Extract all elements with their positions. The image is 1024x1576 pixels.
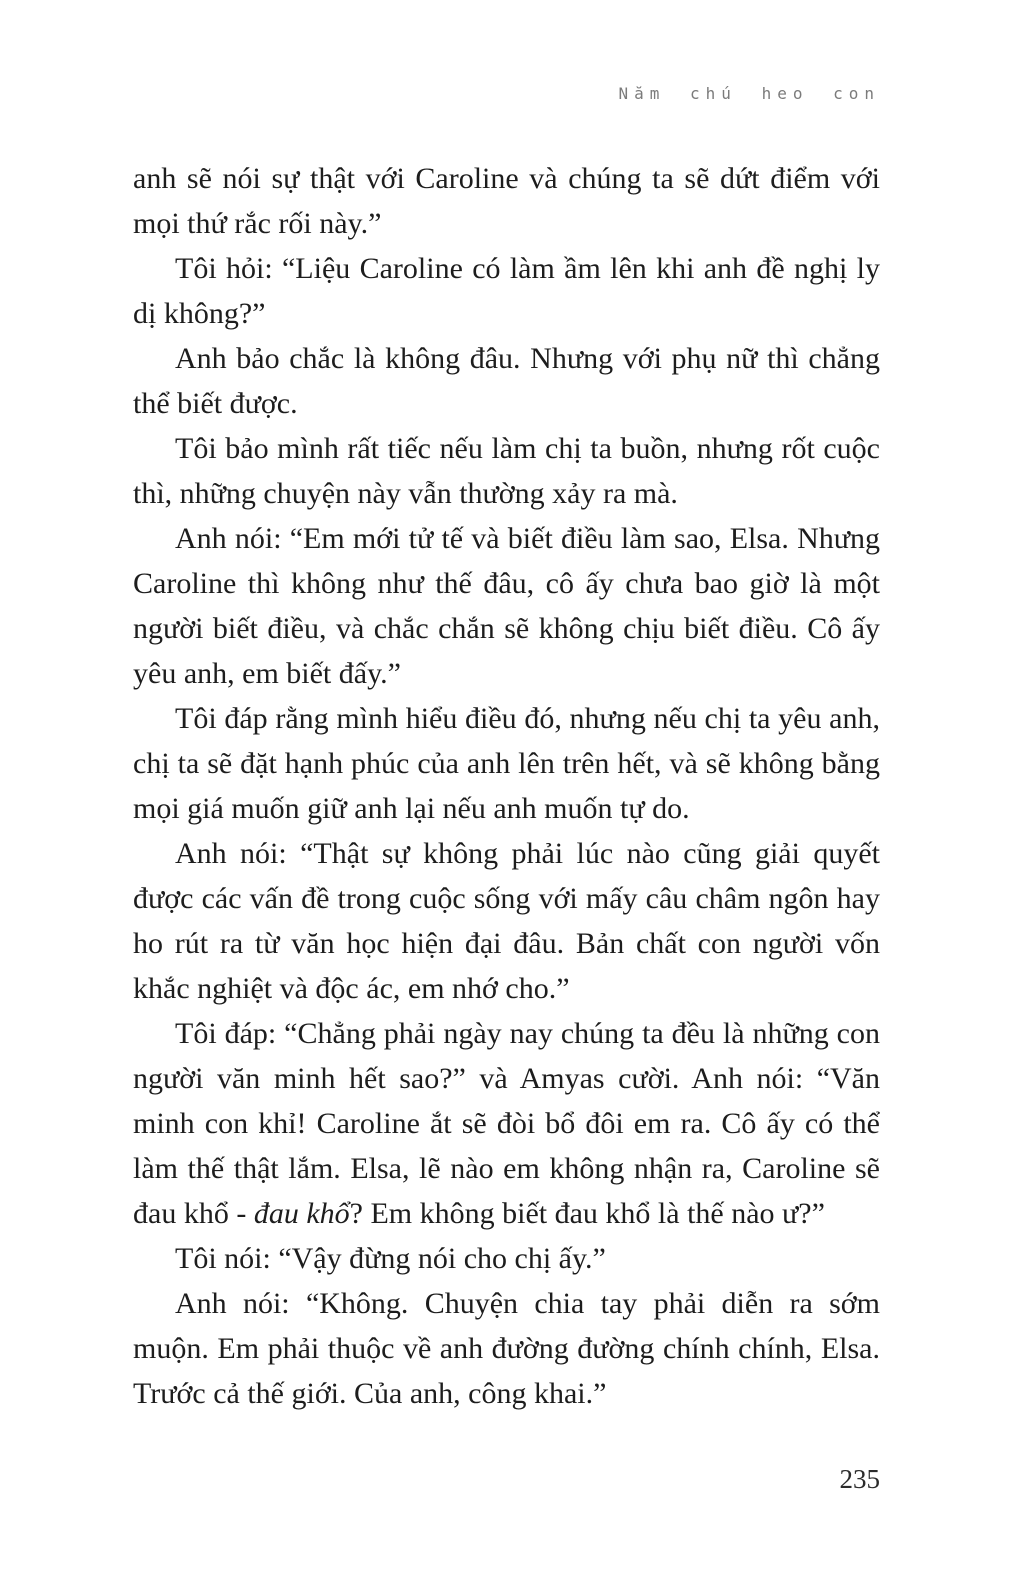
paragraph: Tôi đáp rằng mình hiểu điều đó, nhưng nếu chị ta yêu anh, chị ta sẽ đặt hạnh phúc của anh lên trên hết, và sẽ không bằng mọi giá muốn giữ anh lại nếu anh muốn tự do.: [133, 702, 880, 825]
paragraph-segment: ? Em không biết đau khổ là thế nào ư?”: [349, 1197, 825, 1230]
paragraph: Anh nói: “Không. Chuyện chia tay phải diễn ra sớm muộn. Em phải thuộc về anh đường đường chính chính, Elsa. Trước cả thế giới. Của anh, công khai.”: [133, 1287, 880, 1410]
running-header: Năm chú heo con: [618, 84, 880, 103]
paragraph: Anh bảo chắc là không đâu. Nhưng với phụ nữ thì chẳng thể biết được.: [133, 342, 880, 420]
paragraph: Tôi bảo mình rất tiếc nếu làm chị ta buồn, nhưng rốt cuộc thì, những chuyện này vẫn thường xảy ra mà.: [133, 432, 880, 510]
paragraph: Tôi nói: “Vậy đừng nói cho chị ấy.”: [175, 1242, 606, 1275]
paragraph-segment-italic: đau khổ: [253, 1197, 350, 1230]
paragraph: Anh nói: “Thật sự không phải lúc nào cũng giải quyết được các vấn đề trong cuộc sống với mấy câu châm ngôn hay ho rút ra từ văn học hiện đại đâu. Bản chất con người vốn khắc nghiệt và độc ác, em nhớ cho.”: [133, 837, 880, 1005]
page-number: 235: [839, 1464, 880, 1494]
paragraph: anh sẽ nói sự thật với Caroline và chúng ta sẽ dứt điểm với mọi thứ rắc rối này.”: [133, 162, 880, 240]
paragraph: Tôi hỏi: “Liệu Caroline có làm ầm lên khi anh đề nghị ly dị không?”: [133, 252, 880, 330]
page-body: [133, 156, 880, 1416]
paragraph-segment: Tôi đáp: “Chẳng phải ngày nay chúng ta đều là những con người văn minh hết sao?” và Amyas cười. Anh nói: “Văn minh con khỉ! Caroline ắt sẽ đòi bổ đôi em ra. Cô ấy có thể làm thế thật lắm. Elsa, lẽ nào em không nhận ra, Caroline sẽ đau khổ -: [133, 1017, 880, 1230]
paragraph: [133, 1011, 880, 1236]
paragraph: Anh nói: “Em mới tử tế và biết điều làm sao, Elsa. Nhưng Caroline thì không như thế đâu, cô ấy chưa bao giờ là một người biết điều, và chắc chắn sẽ không chịu biết điều. Cô ấy yêu anh, em biết đấy.”: [133, 522, 880, 690]
